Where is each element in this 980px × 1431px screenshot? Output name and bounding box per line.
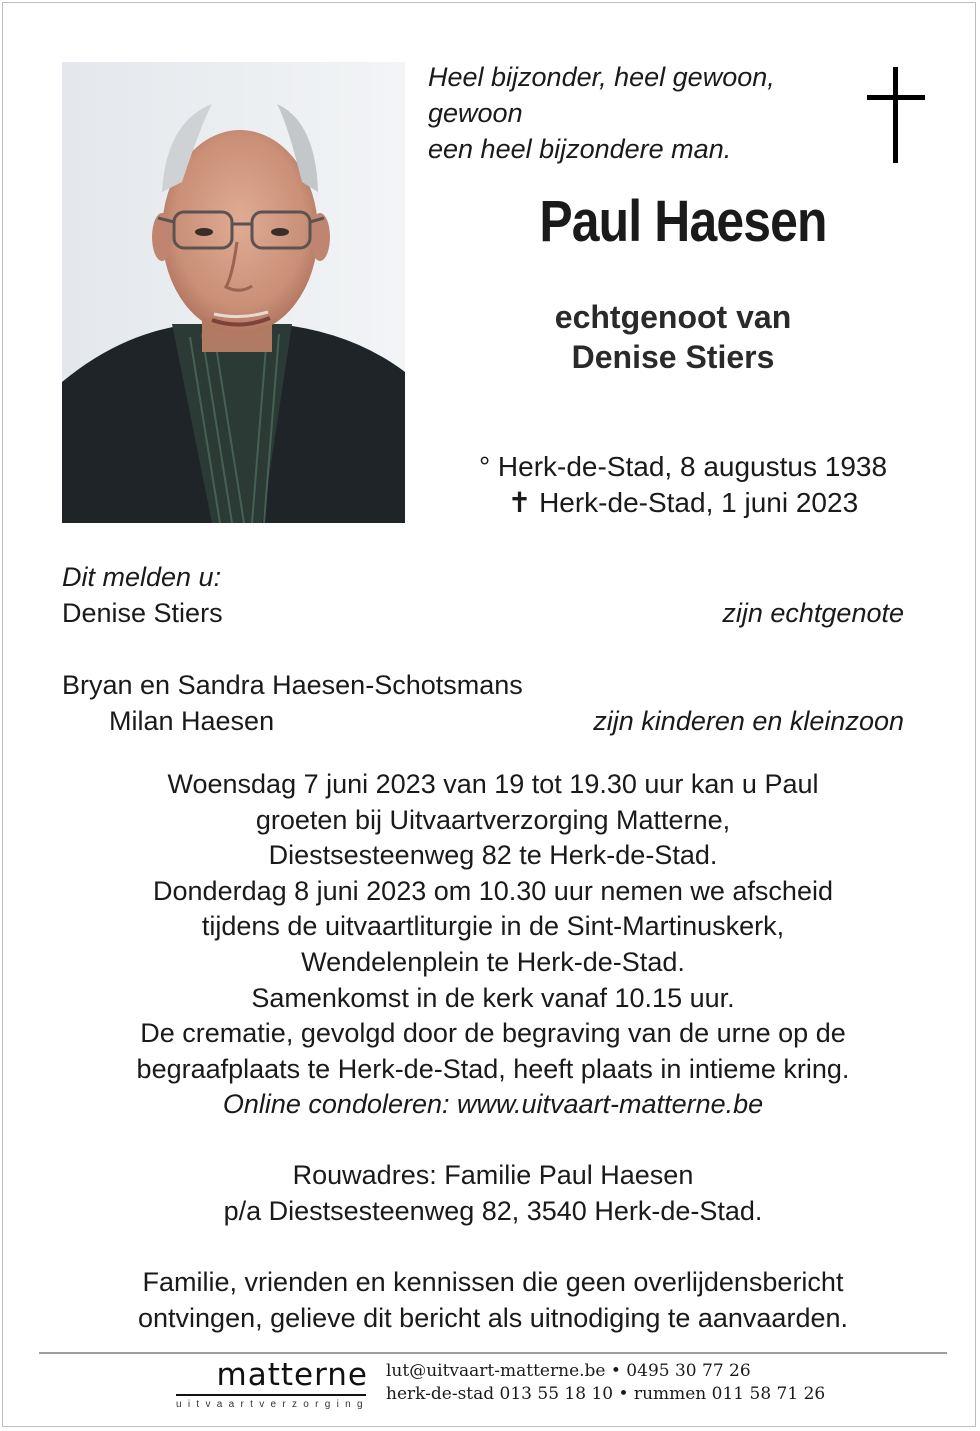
portrait-image [62,62,405,523]
online-condolence-link[interactable]: Online condoleren: www.uitvaart-matterne.be [222,1089,764,1120]
mourner-role: zijn kinderen en kleinzoon [593,706,904,736]
mourning-address [43,1157,943,1229]
mourner-name: Bryan en Sandra Haesen-Schotsmans [62,670,523,700]
contact-line[interactable]: herk-de-stad 013 55 18 10 • rummen 011 58 71 26 [386,1384,826,1404]
address-line: p/a Diestsesteenweg 82, 3540 Herk-de-Stad. [223,1196,763,1226]
poem-line: gewoon [428,98,523,128]
grandchild-name: Milan Haesen [109,706,275,736]
announcement-line: De crematie, gevolgd door de begraving van de urne op de [140,1018,846,1049]
mourner-role: zijn echtgenote [722,598,904,628]
poem-line: een heel bijzondere man. [428,134,732,164]
contact-line[interactable]: lut@uitvaart-matterne.be • 0495 30 77 26 [386,1361,751,1381]
mourners-list [62,559,904,739]
address-line: Rouwadres: Familie Paul Haesen [292,1160,694,1190]
announcement-line: Wendelenplein te Herk-de-Stad. [301,946,685,977]
life-dates [423,449,943,521]
announcement-line: Diestsesteenweg 82 te Herk-de-Stad. [268,840,718,871]
relation-label: echtgenoot van [554,299,792,335]
announcement-line: tijdens de uitvaartliturgie in de Sint-Martinuskerk, [201,911,785,942]
deceased-name: Paul Haesen [539,189,827,254]
spouse-name: Denise Stiers [571,339,775,375]
mourner-row [62,595,904,631]
ceremony-announcement [43,767,943,1123]
closing-line: Familie, vrienden en kennissen die geen overlijdensbericht [142,1267,844,1297]
matterne-logo [176,1358,368,1414]
obituary-card [2,2,976,1427]
logo-underline [176,1394,366,1396]
footer-divider [39,1352,947,1354]
announcement-line: Donderdag 8 juni 2023 om 10.30 uur nemen we afscheid [153,875,833,906]
spouse-block [473,297,873,377]
portrait-photo [62,62,405,523]
mourners-intro: Dit melden u: [62,562,222,592]
closing-note [43,1264,943,1336]
announcement-line: Samenkomst in de kerk vanaf 10.15 uur. [251,982,735,1013]
announcement-line: begraafplaats te Herk-de-Stad, heeft plaats in intieme kring. [136,1053,850,1084]
announcement-line: groeten bij Uitvaartverzorging Matterne, [255,804,731,835]
poem [428,59,858,167]
logo-wordmark: matterne [216,1357,368,1393]
death-line: ✝ Herk-de-Stad, 1 juni 2023 [507,487,859,518]
mourner-row [62,703,904,739]
logo-tagline: uitvaartverzorging [176,1399,369,1410]
closing-line: ontvingen, gelieve dit bericht als uitnodiging te aanvaarden. [138,1303,848,1333]
contact-info [386,1360,866,1406]
announcement-line: Woensdag 7 juni 2023 van 19 tot 19.30 uur kan u Paul [167,769,819,799]
cross-icon [867,67,925,163]
birth-line: ° Herk-de-Stad, 8 augustus 1938 [478,451,888,482]
mourner-name: Denise Stiers [62,598,223,628]
poem-line: Heel bijzonder, heel gewoon, [428,62,775,92]
